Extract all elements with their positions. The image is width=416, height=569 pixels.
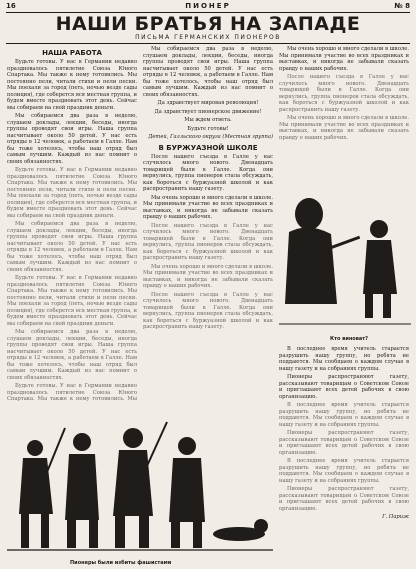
paragraph: В последнее время учитель старается разрушить нашу группу, но ребята не поддаются. Мы сообщаем о каждом случае в нашу газету и на собраниях группы.	[279, 402, 409, 428]
paragraph: Пионеры распространяют газету, рассказывают товарищам о Советском Союзе и приглашают всех детей рабочих в свою организацию.	[279, 374, 409, 400]
paragraph: Будьте готовы. У нас в Германии недавно праздновалось пятилетие Союза Юного Спартака. Мы также к нему готовились. Мы постоянно пели, читали стихи и пели песни. Мы поехали за город (петь, ночью везде сады полиция), где соберется вся местная группа, и будем вместе праздновать этот день. Сейчас мы собираем на свой праздник деньги.	[7, 167, 137, 219]
right-illustration	[279, 184, 411, 334]
signature: Г. Париж	[382, 514, 409, 520]
paragraph: После нашего съезда в Галле у нас случилось много нового. Двенадцать товарищей были в Галле. Когда они вернулись, группа пионеров стала обсуждать, как бороться с буржуазной школой и как распространить нашу газету.	[279, 74, 409, 113]
column-2	[143, 46, 273, 391]
paragraph: Будьте готовы. У нас в Германии недавно праздновалось пятилетие Союза Юного Спартака. Мы также к нему готовились. Мы постоянно пели, читали стихи и пели песни. Мы поехали за город (петь, ночью везде сады полиция), где соберется вся местная группа, и будем вместе праздновать этот день. Сейчас мы собираем на свой праздник деньги.	[7, 275, 137, 327]
page-title: НАШИ БРАТЬЯ НА ЗАПАДЕ	[55, 13, 361, 35]
paragraph: Мы собираемся два раза в неделю, слушаем доклады, лекции, беседы, иногда группы проводят свои игры. Наша группа насчитывает около 50 детей. У нас есть отряды в 12 человек, а работаем в Галле. Нам бы тоже хотелось, чтобы наш отряд был самым лучшим. Каждый из нас помнит о своих обязанностях.	[7, 221, 137, 273]
paragraph: Будьте готовы. У нас в Германии недавно праздновалось пятилетие Союза Юного Спартака. Мы также к нему готовились. Мы	[7, 383, 137, 402]
column-3-bottom	[279, 346, 409, 564]
section-heading-bourgeois-school: В БУРЖУАЗНОЙ ШКОЛЕ	[158, 143, 258, 152]
page-number: 16	[6, 2, 16, 10]
paragraph: В последнее время учитель старается разрушить нашу группу, но ребята не поддаются. Мы сообщаем о каждом случае в нашу газету и на собраниях группы.	[279, 346, 409, 372]
column-1	[7, 46, 137, 402]
paragraph: Мы очень хорошо и много сделали в школе. Мы принимали участие во всех праздниках и выставках, и никогда не забывали сказать правду о наших рабочих.	[143, 263, 273, 289]
paragraph: Пионеры распространяют газету, рассказывают товарищам о Советском Союзе и приглашают всех детей рабочих в свою организацию.	[279, 486, 409, 512]
paragraph: После нашего съезда в Галле у нас случилось много нового. Двенадцать товарищей были в Галле. Когда они вернулись, группа пионеров стала обсуждать, как бороться с буржуазной школой и как распространить нашу газету.	[143, 153, 273, 192]
signature: Детей, Галльского округа (Местная группа)	[148, 134, 273, 140]
slogan: Мы ждем ответа.	[184, 117, 232, 123]
slogan: Будьте готовы!	[187, 125, 229, 132]
paragraph: В последнее время учитель старается разрушить нашу группу, но ребята не поддаются. Мы сообщаем о каждом случае в нашу газету и на собраниях группы.	[279, 458, 409, 484]
paragraph: После нашего съезда в Галле у нас случилось много нового. Двенадцать товарищей были в Галле. Когда они вернулись, группа пионеров стала обсуждать, как бороться с буржуазной школой и как распространить нашу газету.	[143, 291, 273, 330]
page-subtitle: ПИСЬМА ГЕРМАНСКИХ ПИОНЕРОВ	[135, 34, 281, 41]
right-illustration-caption: Кто виноват?	[330, 336, 369, 342]
paragraph: После нашего съезда в Галле у нас случилось много нового. Двенадцать товарищей были в Галле. Когда они вернулись, группа пионеров стала обсуждать, как бороться с буржуазной школой и как распространить нашу газету.	[143, 222, 273, 261]
column-3-top	[279, 46, 409, 178]
paragraph: Мы очень хорошо и много сделали в школе. Мы принимали участие во всех праздниках и выставках, и никогда не забывали сказать правду о наших рабочих.	[279, 46, 409, 72]
paragraph: Мы собираемся два раза в неделю, слушаем доклады, лекции, беседы, иногда группы проводят свои игры. Наша группа насчитывает около 50 детей. У нас есть отряды в 12 человек, а работаем в Галле. Нам бы тоже хотелось, чтобы наш отряд был самым лучшим. Каждый из нас помнит о своих обязанностях.	[7, 113, 137, 165]
slogan: Да здравствует пионерское движение!	[154, 108, 262, 115]
paragraph: Пионеры распространяют газету, рассказывают товарищам о Советском Союзе и приглашают всех детей рабочих в свою организацию.	[279, 430, 409, 456]
issue-number: № 8	[394, 2, 410, 10]
slogan: Да здравствует мировая революция!	[157, 100, 259, 106]
title-rule	[6, 43, 410, 44]
magazine-name: ПИОНЕР	[185, 2, 231, 10]
paragraph: Мы собираемся два раза в неделю, слушаем доклады, лекции, беседы, иногда группы проводят свои игры. Наша группа насчитывает около 50 детей. У нас есть отряды в 12 человек, а работаем в Галле. Нам бы тоже хотелось, чтобы наш отряд был самым лучшим. Каждый из нас помнит о своих обязанностях.	[143, 46, 273, 98]
paragraph: Мы очень хорошо и много сделали в школе. Мы принимали участие во всех праздниках и выставках, и никогда не забывали сказать правду о наших рабочих.	[143, 194, 273, 220]
running-header	[6, 2, 410, 12]
section-heading-our-work: НАША РАБОТА	[42, 49, 102, 57]
bottom-illustration-caption: Пионеры были избиты фашистами	[70, 560, 172, 566]
bottom-illustration	[7, 402, 273, 560]
paragraph: Мы собираемся два раза в неделю, слушаем доклады, лекции, беседы, иногда группы проводят свои игры. Наша группа насчитывает около 50 детей. У нас есть отряды в 12 человек, а работаем в Галле. Нам бы тоже хотелось, чтобы наш отряд был самым лучшим. Каждый из нас помнит о своих обязанностях.	[7, 329, 137, 381]
paragraph: Будьте готовы. У нас в Германии недавно праздновалось пятилетие Союза Юного Спартака. Мы также к нему готовились. Мы постоянно пели, читали стихи и пели песни. Мы поехали за город (петь, ночью везде сады полиция), где соберется вся местная группа, и будем вместе праздновать этот день. Сейчас мы собираем на свой праздник деньги.	[7, 59, 137, 111]
paragraph: Мы очень хорошо и много сделали в школе. Мы принимали участие во всех праздниках и выставках, и никогда не забывали сказать правду о наших рабочих.	[279, 115, 409, 141]
